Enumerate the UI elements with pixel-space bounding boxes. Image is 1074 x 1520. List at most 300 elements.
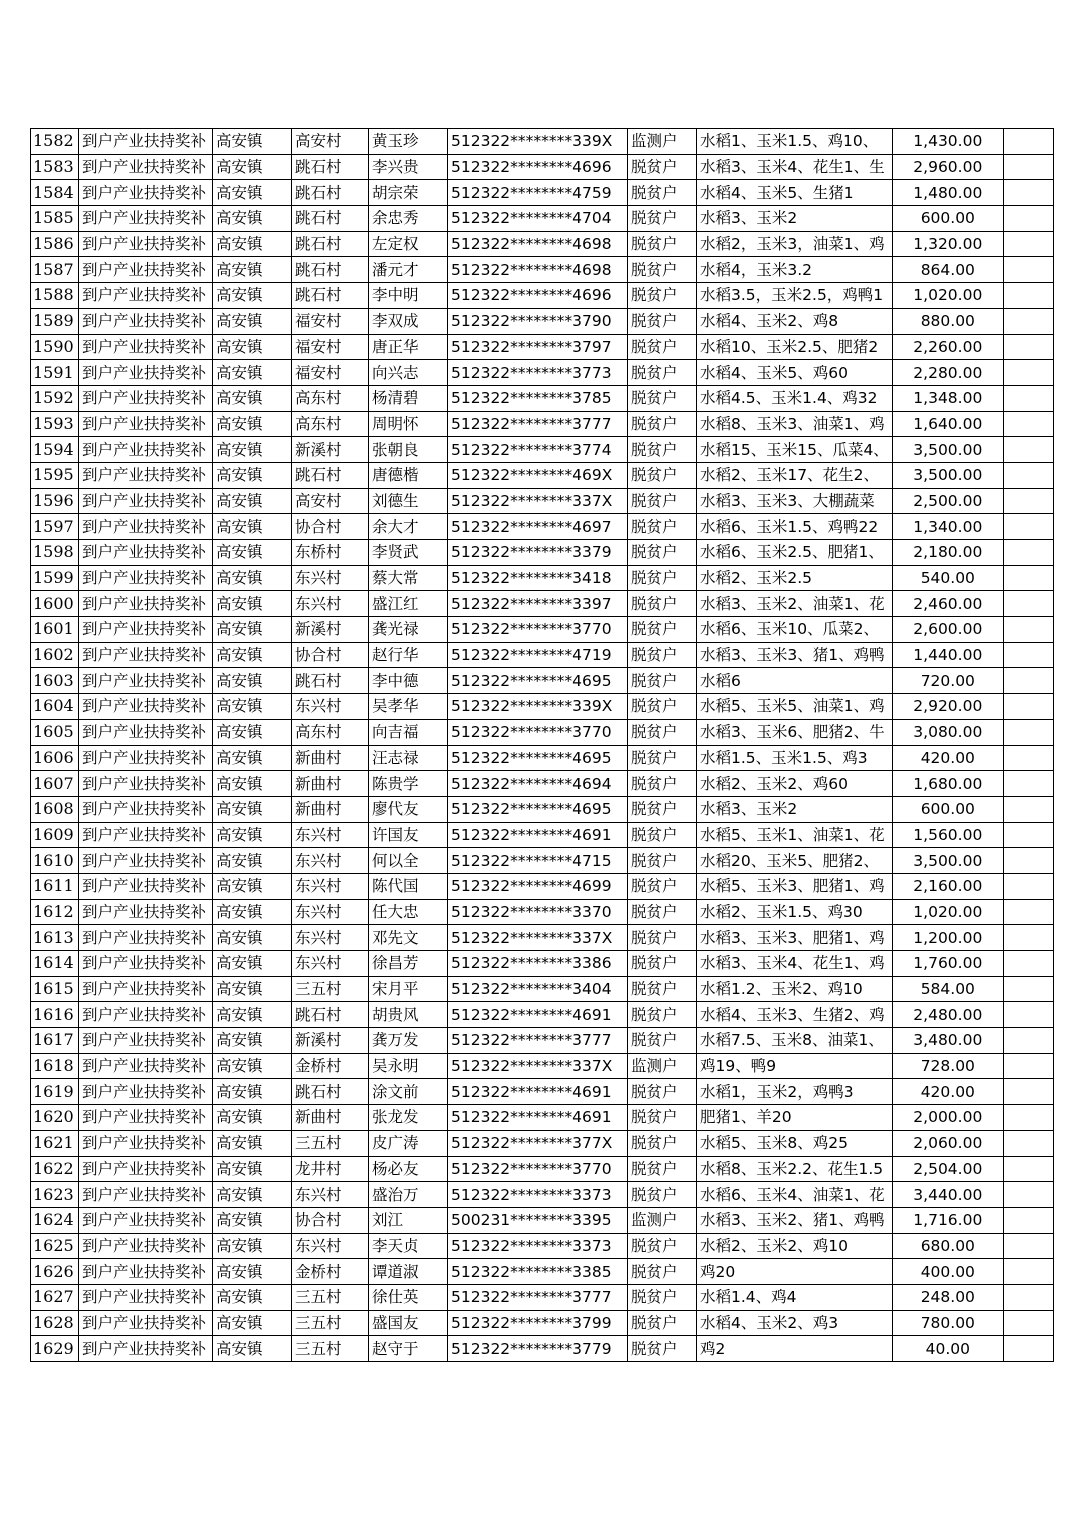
- village-cell: 跳石村: [292, 180, 369, 206]
- household-type-cell: 脱贫户: [628, 540, 697, 566]
- village-cell: 东兴村: [292, 899, 369, 925]
- subsidy-details-cell: 水稻2、玉米2、鸡10: [697, 1233, 893, 1259]
- subsidy-details-cell: 水稻1，玉米2，鸡鸭3: [697, 1079, 893, 1105]
- table-row: [31, 1053, 1054, 1079]
- project-name-cell: 到户产业扶持奖补: [79, 925, 213, 951]
- project-name-cell: 到户产业扶持奖补: [79, 1028, 213, 1054]
- subsidy-details-cell: 水稻2，玉米3，油菜1、鸡: [697, 231, 893, 257]
- project-name-cell: 到户产业扶持奖补: [79, 745, 213, 771]
- row-number-cell: 1615: [31, 976, 79, 1002]
- row-number-cell: 1596: [31, 488, 79, 514]
- project-name-cell: 到户产业扶持奖补: [79, 1310, 213, 1336]
- row-number-cell: 1595: [31, 462, 79, 488]
- name-cell: 胡宗荣: [369, 180, 448, 206]
- id-number-cell: 512322********337X: [448, 488, 628, 514]
- row-number-cell: 1604: [31, 694, 79, 720]
- amount-cell: 248.00: [892, 1284, 1003, 1310]
- remark-cell: [1003, 642, 1053, 668]
- amount-cell: 1,480.00: [892, 180, 1003, 206]
- household-type-cell: 脱贫户: [628, 334, 697, 360]
- remark-cell: [1003, 1002, 1053, 1028]
- subsidy-details-cell: 水稻1.4、鸡4: [697, 1284, 893, 1310]
- project-name-cell: 到户产业扶持奖补: [79, 514, 213, 540]
- project-name-cell: 到户产业扶持奖补: [79, 257, 213, 283]
- village-cell: 高东村: [292, 385, 369, 411]
- village-cell: 三五村: [292, 1130, 369, 1156]
- subsidy-details-cell: 水稻6、玉米1.5、鸡鸭22: [697, 514, 893, 540]
- table-row: [31, 719, 1054, 745]
- table-row: [31, 360, 1054, 386]
- name-cell: 龚光禄: [369, 617, 448, 643]
- household-type-cell: 脱贫户: [628, 591, 697, 617]
- remark-cell: [1003, 385, 1053, 411]
- town-cell: 高安镇: [213, 694, 292, 720]
- remark-cell: [1003, 206, 1053, 232]
- household-type-cell: 脱贫户: [628, 668, 697, 694]
- town-cell: 高安镇: [213, 771, 292, 797]
- remark-cell: [1003, 514, 1053, 540]
- row-number-cell: 1621: [31, 1130, 79, 1156]
- project-name-cell: 到户产业扶持奖补: [79, 488, 213, 514]
- village-cell: 跳石村: [292, 283, 369, 309]
- subsidy-details-cell: 水稻6: [697, 668, 893, 694]
- id-number-cell: 512322********3373: [448, 1182, 628, 1208]
- row-number-cell: 1616: [31, 1002, 79, 1028]
- name-cell: 李中明: [369, 283, 448, 309]
- remark-cell: [1003, 1028, 1053, 1054]
- household-type-cell: 脱贫户: [628, 642, 697, 668]
- amount-cell: 2,160.00: [892, 873, 1003, 899]
- id-number-cell: 512322********3777: [448, 1284, 628, 1310]
- row-number-cell: 1614: [31, 951, 79, 977]
- id-number-cell: 512322********377X: [448, 1130, 628, 1156]
- subsidy-details-cell: 水稻6、玉米10、瓜菜2、: [697, 617, 893, 643]
- id-number-cell: 512322********3770: [448, 719, 628, 745]
- town-cell: 高安镇: [213, 1002, 292, 1028]
- household-type-cell: 脱贫户: [628, 385, 697, 411]
- amount-cell: 540.00: [892, 565, 1003, 591]
- town-cell: 高安镇: [213, 951, 292, 977]
- amount-cell: 3,500.00: [892, 848, 1003, 874]
- project-name-cell: 到户产业扶持奖补: [79, 591, 213, 617]
- subsidy-details-cell: 水稻4、玉米5、生猪1: [697, 180, 893, 206]
- remark-cell: [1003, 1053, 1053, 1079]
- amount-cell: 2,960.00: [892, 154, 1003, 180]
- town-cell: 高安镇: [213, 231, 292, 257]
- table-row: [31, 488, 1054, 514]
- project-name-cell: 到户产业扶持奖补: [79, 129, 213, 155]
- village-cell: 东兴村: [292, 848, 369, 874]
- remark-cell: [1003, 488, 1053, 514]
- remark-cell: [1003, 745, 1053, 771]
- project-name-cell: 到户产业扶持奖补: [79, 437, 213, 463]
- town-cell: 高安镇: [213, 1182, 292, 1208]
- amount-cell: 2,920.00: [892, 694, 1003, 720]
- remark-cell: [1003, 822, 1053, 848]
- household-type-cell: 脱贫户: [628, 1310, 697, 1336]
- project-name-cell: 到户产业扶持奖补: [79, 385, 213, 411]
- subsidy-details-cell: 水稻4.5、玉米1.4、鸡32: [697, 385, 893, 411]
- project-name-cell: 到户产业扶持奖补: [79, 411, 213, 437]
- id-number-cell: 512322********4719: [448, 642, 628, 668]
- amount-cell: 680.00: [892, 1233, 1003, 1259]
- village-cell: 协合村: [292, 514, 369, 540]
- id-number-cell: 512322********3777: [448, 1028, 628, 1054]
- project-name-cell: 到户产业扶持奖补: [79, 1130, 213, 1156]
- remark-cell: [1003, 129, 1053, 155]
- town-cell: 高安镇: [213, 1284, 292, 1310]
- id-number-cell: 512322********3790: [448, 308, 628, 334]
- remark-cell: [1003, 1156, 1053, 1182]
- project-name-cell: 到户产业扶持奖补: [79, 719, 213, 745]
- household-type-cell: 脱贫户: [628, 1259, 697, 1285]
- row-number-cell: 1622: [31, 1156, 79, 1182]
- id-number-cell: 512322********4695: [448, 796, 628, 822]
- table-row: [31, 283, 1054, 309]
- name-cell: 蔡大常: [369, 565, 448, 591]
- project-name-cell: 到户产业扶持奖补: [79, 154, 213, 180]
- household-type-cell: 脱贫户: [628, 308, 697, 334]
- amount-cell: 3,480.00: [892, 1028, 1003, 1054]
- subsidy-details-cell: 肥猪1、羊20: [697, 1105, 893, 1131]
- village-cell: 跳石村: [292, 1002, 369, 1028]
- table-row: [31, 1079, 1054, 1105]
- name-cell: 任大忠: [369, 899, 448, 925]
- project-name-cell: 到户产业扶持奖补: [79, 360, 213, 386]
- remark-cell: [1003, 360, 1053, 386]
- household-type-cell: 脱贫户: [628, 1156, 697, 1182]
- id-number-cell: 512322********337X: [448, 1053, 628, 1079]
- subsidy-details-cell: 水稻5、玉米5、油菜1、鸡: [697, 694, 893, 720]
- row-number-cell: 1609: [31, 822, 79, 848]
- village-cell: 金桥村: [292, 1053, 369, 1079]
- project-name-cell: 到户产业扶持奖补: [79, 1233, 213, 1259]
- table-row: [31, 129, 1054, 155]
- table-row: [31, 848, 1054, 874]
- name-cell: 黄玉珍: [369, 129, 448, 155]
- name-cell: 吴孝华: [369, 694, 448, 720]
- row-number-cell: 1593: [31, 411, 79, 437]
- household-type-cell: 脱贫户: [628, 488, 697, 514]
- town-cell: 高安镇: [213, 437, 292, 463]
- amount-cell: 1,340.00: [892, 514, 1003, 540]
- town-cell: 高安镇: [213, 668, 292, 694]
- project-name-cell: 到户产业扶持奖补: [79, 1259, 213, 1285]
- household-type-cell: 脱贫户: [628, 180, 697, 206]
- id-number-cell: 512322********3774: [448, 437, 628, 463]
- amount-cell: 1,760.00: [892, 951, 1003, 977]
- remark-cell: [1003, 308, 1053, 334]
- remark-cell: [1003, 1284, 1053, 1310]
- village-cell: 跳石村: [292, 462, 369, 488]
- amount-cell: 2,600.00: [892, 617, 1003, 643]
- name-cell: 皮广涛: [369, 1130, 448, 1156]
- remark-cell: [1003, 1259, 1053, 1285]
- name-cell: 余大才: [369, 514, 448, 540]
- remark-cell: [1003, 1079, 1053, 1105]
- subsidy-details-cell: 鸡2: [697, 1336, 893, 1362]
- row-number-cell: 1618: [31, 1053, 79, 1079]
- table-row: [31, 411, 1054, 437]
- village-cell: 三五村: [292, 1310, 369, 1336]
- household-type-cell: 脱贫户: [628, 1002, 697, 1028]
- row-number-cell: 1617: [31, 1028, 79, 1054]
- amount-cell: 1,440.00: [892, 642, 1003, 668]
- subsidy-details-cell: 水稻10、玉米2.5、肥猪2: [697, 334, 893, 360]
- remark-cell: [1003, 848, 1053, 874]
- row-number-cell: 1627: [31, 1284, 79, 1310]
- subsidy-details-cell: 水稻2、玉米2.5: [697, 565, 893, 591]
- name-cell: 余忠秀: [369, 206, 448, 232]
- amount-cell: 1,640.00: [892, 411, 1003, 437]
- table-row: [31, 951, 1054, 977]
- household-type-cell: 脱贫户: [628, 771, 697, 797]
- remark-cell: [1003, 257, 1053, 283]
- id-number-cell: 512322********3777: [448, 411, 628, 437]
- remark-cell: [1003, 437, 1053, 463]
- table-row: [31, 540, 1054, 566]
- household-type-cell: 脱贫户: [628, 411, 697, 437]
- project-name-cell: 到户产业扶持奖补: [79, 617, 213, 643]
- name-cell: 杨清碧: [369, 385, 448, 411]
- subsidy-details-cell: 水稻6、玉米4、油菜1、花: [697, 1182, 893, 1208]
- subsidy-details-cell: 鸡20: [697, 1259, 893, 1285]
- id-number-cell: 512322********4695: [448, 668, 628, 694]
- table-row: [31, 1105, 1054, 1131]
- row-number-cell: 1611: [31, 873, 79, 899]
- row-number-cell: 1585: [31, 206, 79, 232]
- id-number-cell: 512322********4698: [448, 257, 628, 283]
- subsidy-details-cell: 水稻3.5，玉米2.5，鸡鸭1: [697, 283, 893, 309]
- table-row: [31, 1156, 1054, 1182]
- village-cell: 福安村: [292, 334, 369, 360]
- table-row: [31, 1284, 1054, 1310]
- amount-cell: 1,020.00: [892, 283, 1003, 309]
- village-cell: 跳石村: [292, 231, 369, 257]
- remark-cell: [1003, 617, 1053, 643]
- remark-cell: [1003, 180, 1053, 206]
- village-cell: 三五村: [292, 1336, 369, 1362]
- subsidy-details-cell: 水稻3、玉米3、猪1、鸡鸭: [697, 642, 893, 668]
- amount-cell: 864.00: [892, 257, 1003, 283]
- village-cell: 跳石村: [292, 206, 369, 232]
- household-type-cell: 脱贫户: [628, 976, 697, 1002]
- household-type-cell: 脱贫户: [628, 899, 697, 925]
- table-row: [31, 1182, 1054, 1208]
- town-cell: 高安镇: [213, 1028, 292, 1054]
- table-row: [31, 899, 1054, 925]
- table-row: [31, 1310, 1054, 1336]
- remark-cell: [1003, 873, 1053, 899]
- row-number-cell: 1607: [31, 771, 79, 797]
- id-number-cell: 512322********337X: [448, 925, 628, 951]
- row-number-cell: 1624: [31, 1207, 79, 1233]
- subsidy-details-cell: 水稻3、玉米2: [697, 796, 893, 822]
- id-number-cell: 512322********3799: [448, 1310, 628, 1336]
- subsidy-details-cell: 水稻8、玉米3、油菜1、鸡: [697, 411, 893, 437]
- project-name-cell: 到户产业扶持奖补: [79, 642, 213, 668]
- village-cell: 高安村: [292, 129, 369, 155]
- remark-cell: [1003, 1182, 1053, 1208]
- table-row: [31, 873, 1054, 899]
- table-row: [31, 694, 1054, 720]
- town-cell: 高安镇: [213, 1310, 292, 1336]
- village-cell: 东兴村: [292, 1233, 369, 1259]
- amount-cell: 2,180.00: [892, 540, 1003, 566]
- subsidy-details-cell: 水稻1.2、玉米2、鸡10: [697, 976, 893, 1002]
- id-number-cell: 512322********3773: [448, 360, 628, 386]
- amount-cell: 1,348.00: [892, 385, 1003, 411]
- id-number-cell: 512322********4691: [448, 822, 628, 848]
- village-cell: 东兴村: [292, 822, 369, 848]
- amount-cell: 2,000.00: [892, 1105, 1003, 1131]
- village-cell: 新曲村: [292, 1105, 369, 1131]
- table-row: [31, 308, 1054, 334]
- name-cell: 廖代友: [369, 796, 448, 822]
- village-cell: 东兴村: [292, 925, 369, 951]
- town-cell: 高安镇: [213, 411, 292, 437]
- household-type-cell: 监测户: [628, 129, 697, 155]
- name-cell: 陈贵学: [369, 771, 448, 797]
- subsidy-details-cell: 鸡19、鸭9: [697, 1053, 893, 1079]
- village-cell: 高安村: [292, 488, 369, 514]
- amount-cell: 728.00: [892, 1053, 1003, 1079]
- remark-cell: [1003, 1105, 1053, 1131]
- name-cell: 涂文前: [369, 1079, 448, 1105]
- name-cell: 刘江: [369, 1207, 448, 1233]
- town-cell: 高安镇: [213, 848, 292, 874]
- subsidy-details-cell: 水稻3、玉米2: [697, 206, 893, 232]
- amount-cell: 2,460.00: [892, 591, 1003, 617]
- table-row: [31, 771, 1054, 797]
- project-name-cell: 到户产业扶持奖补: [79, 1079, 213, 1105]
- town-cell: 高安镇: [213, 308, 292, 334]
- row-number-cell: 1591: [31, 360, 79, 386]
- project-name-cell: 到户产业扶持奖补: [79, 1105, 213, 1131]
- name-cell: 李双成: [369, 308, 448, 334]
- table-row: [31, 257, 1054, 283]
- id-number-cell: 512322********3404: [448, 976, 628, 1002]
- table-row: [31, 976, 1054, 1002]
- remark-cell: [1003, 668, 1053, 694]
- row-number-cell: 1606: [31, 745, 79, 771]
- amount-cell: 600.00: [892, 796, 1003, 822]
- name-cell: 潘元才: [369, 257, 448, 283]
- amount-cell: 420.00: [892, 745, 1003, 771]
- town-cell: 高安镇: [213, 1053, 292, 1079]
- subsidy-details-cell: 水稻4、玉米2、鸡3: [697, 1310, 893, 1336]
- subsidy-details-cell: 水稻1.5、玉米1.5、鸡3: [697, 745, 893, 771]
- town-cell: 高安镇: [213, 642, 292, 668]
- household-type-cell: 脱贫户: [628, 848, 697, 874]
- amount-cell: 1,716.00: [892, 1207, 1003, 1233]
- row-number-cell: 1599: [31, 565, 79, 591]
- row-number-cell: 1628: [31, 1310, 79, 1336]
- town-cell: 高安镇: [213, 180, 292, 206]
- name-cell: 徐昌芳: [369, 951, 448, 977]
- id-number-cell: 512322********4696: [448, 154, 628, 180]
- town-cell: 高安镇: [213, 129, 292, 155]
- row-number-cell: 1582: [31, 129, 79, 155]
- remark-cell: [1003, 1130, 1053, 1156]
- amount-cell: 3,080.00: [892, 719, 1003, 745]
- project-name-cell: 到户产业扶持奖补: [79, 976, 213, 1002]
- remark-cell: [1003, 1207, 1053, 1233]
- household-type-cell: 脱贫户: [628, 283, 697, 309]
- village-cell: 东兴村: [292, 591, 369, 617]
- row-number-cell: 1603: [31, 668, 79, 694]
- village-cell: 新溪村: [292, 1028, 369, 1054]
- name-cell: 盛国友: [369, 1310, 448, 1336]
- name-cell: 唐德楷: [369, 462, 448, 488]
- name-cell: 李贤武: [369, 540, 448, 566]
- row-number-cell: 1583: [31, 154, 79, 180]
- village-cell: 协合村: [292, 1207, 369, 1233]
- village-cell: 新溪村: [292, 617, 369, 643]
- project-name-cell: 到户产业扶持奖补: [79, 283, 213, 309]
- amount-cell: 1,680.00: [892, 771, 1003, 797]
- town-cell: 高安镇: [213, 206, 292, 232]
- remark-cell: [1003, 951, 1053, 977]
- household-type-cell: 脱贫户: [628, 617, 697, 643]
- table-row: [31, 1028, 1054, 1054]
- name-cell: 唐正华: [369, 334, 448, 360]
- household-type-cell: 脱贫户: [628, 1105, 697, 1131]
- household-type-cell: 脱贫户: [628, 719, 697, 745]
- amount-cell: 1,320.00: [892, 231, 1003, 257]
- subsidy-details-cell: 水稻3、玉米2、猪1、鸡鸭: [697, 1207, 893, 1233]
- name-cell: 赵行华: [369, 642, 448, 668]
- household-type-cell: 脱贫户: [628, 462, 697, 488]
- id-number-cell: 512322********339X: [448, 694, 628, 720]
- table-row: [31, 180, 1054, 206]
- project-name-cell: 到户产业扶持奖补: [79, 668, 213, 694]
- amount-cell: 2,280.00: [892, 360, 1003, 386]
- table-row: [31, 385, 1054, 411]
- row-number-cell: 1623: [31, 1182, 79, 1208]
- town-cell: 高安镇: [213, 462, 292, 488]
- household-type-cell: 监测户: [628, 1053, 697, 1079]
- project-name-cell: 到户产业扶持奖补: [79, 899, 213, 925]
- remark-cell: [1003, 771, 1053, 797]
- village-cell: 东兴村: [292, 694, 369, 720]
- name-cell: 向吉福: [369, 719, 448, 745]
- id-number-cell: 512322********4715: [448, 848, 628, 874]
- village-cell: 龙井村: [292, 1156, 369, 1182]
- town-cell: 高安镇: [213, 1336, 292, 1362]
- subsidy-details-cell: 水稻3、玉米4、花生1、生: [697, 154, 893, 180]
- town-cell: 高安镇: [213, 822, 292, 848]
- name-cell: 左定权: [369, 231, 448, 257]
- name-cell: 汪志禄: [369, 745, 448, 771]
- project-name-cell: 到户产业扶持奖补: [79, 1207, 213, 1233]
- project-name-cell: 到户产业扶持奖补: [79, 565, 213, 591]
- town-cell: 高安镇: [213, 488, 292, 514]
- amount-cell: 3,500.00: [892, 437, 1003, 463]
- row-number-cell: 1586: [31, 231, 79, 257]
- household-type-cell: 脱贫户: [628, 565, 697, 591]
- town-cell: 高安镇: [213, 1130, 292, 1156]
- subsidy-details-cell: 水稻3、玉米6、肥猪2、牛: [697, 719, 893, 745]
- amount-cell: 40.00: [892, 1336, 1003, 1362]
- household-type-cell: 脱贫户: [628, 360, 697, 386]
- town-cell: 高安镇: [213, 1156, 292, 1182]
- table-row: [31, 462, 1054, 488]
- amount-cell: 3,500.00: [892, 462, 1003, 488]
- town-cell: 高安镇: [213, 591, 292, 617]
- subsidy-details-cell: 水稻4、玉米2、鸡8: [697, 308, 893, 334]
- subsidy-details-cell: 水稻5、玉米3、肥猪1、鸡: [697, 873, 893, 899]
